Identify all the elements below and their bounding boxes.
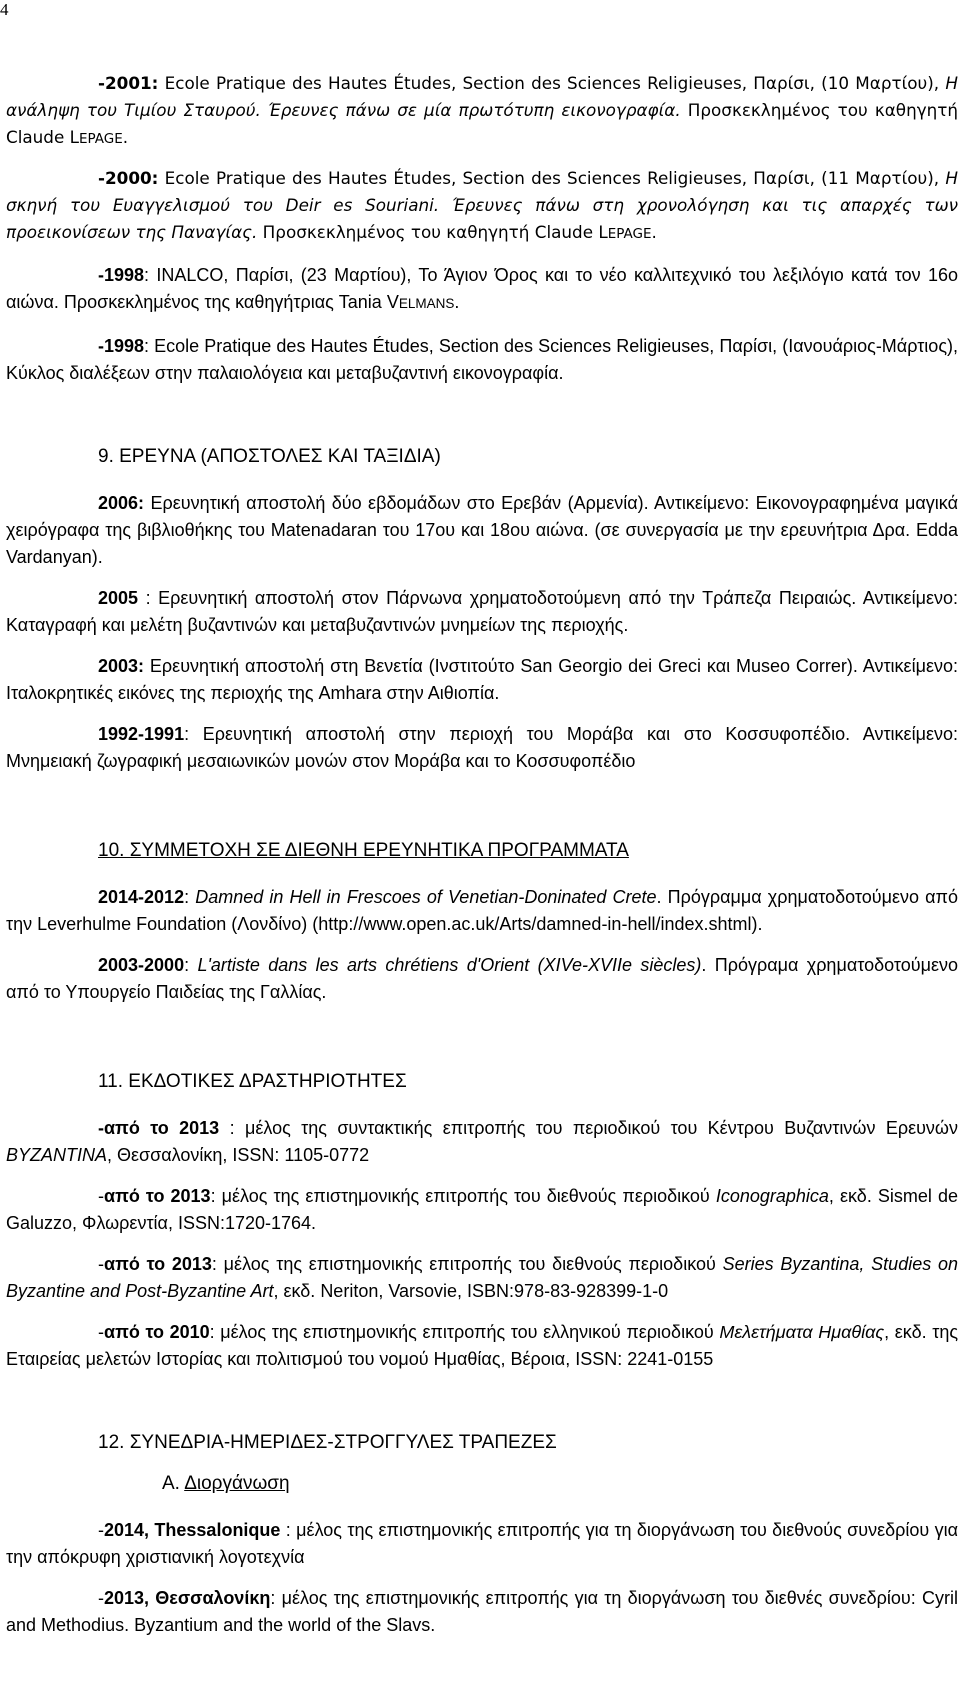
research-entry: 2003: Ερευνητική αποστολή στη Βενετία (Ινστιτούτο San Georgio dei Greci και Museo Correr). Αντικείμενο: Ιταλοκρητικές εικόνες της περιοχής της Amhara στην Αιθιοπία. xyxy=(6,656,958,703)
program-entry: 2003-2000: L'artiste dans les arts chrétiens d'Orient (XIVe-XVIIe siècles). Πρόγραμα χρηματοδοτούμενο από το Υπουργείο Παιδείας της Γαλλίας. xyxy=(6,955,958,1002)
research-entry: 2005 : Ερευνητική αποστολή στον Πάρνωνα χρηματοδοτούμενη από την Τράπεζα Πειραιώς. Αντικείμενο: Καταγραφή και μελέτη βυζαντινών και μεταβυζαντινών μνημείων της περιοχής. xyxy=(6,588,958,635)
document-body xyxy=(6,70,958,1639)
conference-entry: -1998: INALCO, Παρίσι, (23 Μαρτίου), Το Άγιον Όρος και το νέο καλλιτεχνικό του λεξιλόγιο κατά τον 16ο αιώνα. Προσκεκλημένος της καθηγήτριας Tania VELMANS. xyxy=(6,265,958,312)
section-heading-conferences: 12. ΣΥΝΕΔΡΙΑ-ΗΜΕΡΙΔΕΣ-ΣΤΡΟΓΓΥΛΕΣ ΤΡΑΠΕΖΕΣ xyxy=(98,1432,557,1453)
organization-entry: -2014, Thessalonique : μέλος της επιστημονικής επιτροπής για τη διοργάνωση του διεθνούς συνεδρίου για την απόκρυφη χριστιανική λογοτεχνία xyxy=(6,1520,958,1567)
research-entry: 2006: Ερευνητική αποστολή δύο εβδομάδων στο Ερεβάν (Αρμενία). Αντικείμενο: Εικονογραφημένα μαγικά χειρόγραφα της βιβλιοθήκης του Matenadaran του 17ου και 18ου αιώνα. (σε συνεργασία με την ερευνήτρια Δρα. Edda Vardanyan). xyxy=(6,493,958,567)
program-entry: 2014-2012: Damned in Hell in Frescoes of Venetian-Doninated Crete. Πρόγραμμα χρηματοδοτούμενο από την Leverhulme Foundation (Λονδίνο) (http://www.open.ac.uk/Arts/damned-in-hell/index.shtml). xyxy=(6,887,958,934)
page-number: 4 xyxy=(0,0,9,19)
subsection-heading-organization: Α. Διοργάνωση xyxy=(162,1473,290,1494)
editorial-entry: -από το 2010: μέλος της επιστημονικής επιτροπής του ελληνικού περιοδικού Μελετήματα Ημαθίας, εκδ. της Εταιρείας μελετών Ιστορίας και πολιτισμού του νομού Ημαθίας, Βέροια, ISSN: 2241-0155 xyxy=(6,1322,959,1369)
organization-entry: -2013, Θεσσαλονίκη: μέλος της επιστημονικής επιτροπής για τη διοργάνωση του διεθνές συνεδρίου: Cyril and Methodius. Byzantium and the world of the Slavs. xyxy=(6,1588,958,1635)
editorial-entry: -από το 2013 : μέλος της συντακτικής επιτροπής του περιοδικού του Κέντρου Βυζαντινών Ερευνών BYZANTINA, Θεσσαλονίκη, ISSN: 1105-0772 xyxy=(6,1118,958,1165)
section-heading-programs: 10. ΣΥΜΜΕΤΟΧΗ ΣΕ ΔΙΕΘΝΗ ΕΡΕΥΝΗΤΙΚΑ ΠΡΟΓΡΑΜΜΑΤΑ xyxy=(98,840,629,861)
section-heading-editorial: 11. ΕΚΔΟΤΙΚΕΣ ΔΡΑΣΤΗΡΙΟΤΗΤΕΣ xyxy=(98,1071,407,1092)
editorial-entry: -από το 2013: μέλος της επιστημονικής επιτροπής του διεθνούς περιοδικού Series Byzantina, Studies on Byzantine and Post-Byzantine Art, εκδ. Neriton, Varsovie, ISBN:978-83-928399-1-0 xyxy=(6,1254,958,1301)
section-heading-research: 9. ΕΡΕΥΝΑ (ΑΠΟΣΤΟΛΕΣ ΚΑΙ ΤΑΞΙΔΙΑ) xyxy=(98,446,441,467)
conference-entry: -2000: Ecole Pratique des Hautes Études, Section des Sciences Religieuses, Παρίσι, (11 Μαρτίου), Η σκηνή του Ευαγγελισμού του Deir es Souriani. Έρευνες πάνω στη χρονολόγηση και τις απαρχές των προεικονίσεων της Παναγίας. Προσκεκλημένος του καθηγητή Claude LEPAGE. xyxy=(6,168,958,242)
conference-entry: -2001: Ecole Pratique des Hautes Études, Section des Sciences Religieuses, Παρίσι, (10 Μαρτίου), Η ανάληψη του Τιμίου Σταυρού. Έρευνες πάνω σε μία πρωτότυπη εικονογραφία. Προσκεκλημένος του καθηγητή Claude LEPAGE. xyxy=(6,73,959,147)
editorial-entry: -από το 2013: μέλος της επιστημονικής επιτροπής του διεθνούς περιοδικού Iconographica, εκδ. Sismel de Galuzzo, Φλωρεντία, ISSN:1720-1764. xyxy=(6,1186,959,1233)
conference-entry: -1998: Ecole Pratique des Hautes Études, Section des Sciences Religieuses, Παρίσι, (Ιανουάριος-Μάρτιος), Κύκλος διαλέξεων στην παλαιολόγεια και μεταβυζαντινή εικονογραφία. xyxy=(6,336,958,383)
research-entry: 1992-1991: Ερευνητική αποστολή στην περιοχή του Μοράβα και στο Κοσσυφοπέδιο. Αντικείμενο: Μνημειακή ζωγραφική μεσαιωνικών μονών στον Μοράβα και το Κοσσυφοπέδιο xyxy=(6,724,958,771)
